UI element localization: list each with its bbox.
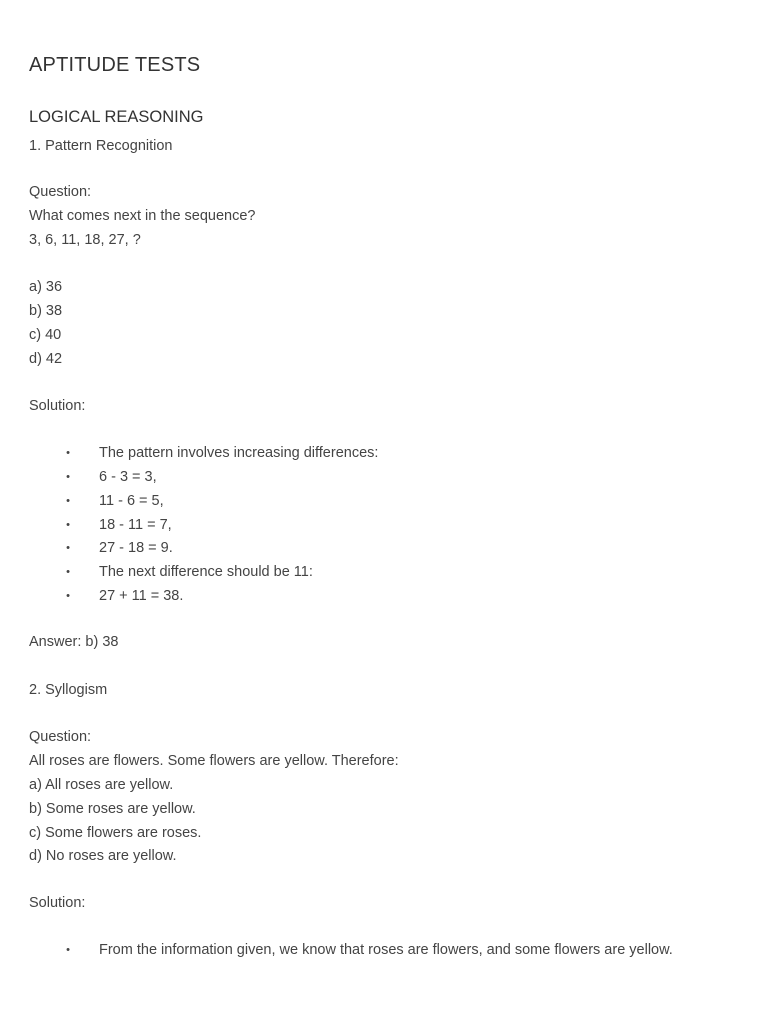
q2-option-d: d) No roses are yellow. (29, 848, 177, 864)
q2-heading: 2. Syllogism (29, 682, 108, 698)
q1-question-text: What comes next in the sequence? (29, 208, 256, 224)
bullet-dot: • (66, 495, 70, 507)
q1-solution-label: Solution: (29, 398, 86, 414)
q2-option-b: b) Some roses are yellow. (29, 801, 196, 817)
q1-answer: Answer: b) 38 (29, 634, 119, 650)
q1-option-d: d) 42 (29, 351, 63, 367)
section-heading: LOGICAL REASONING (29, 108, 204, 126)
q1-option-b: b) 38 (29, 303, 63, 319)
page-title: APTITUDE TESTS (29, 54, 201, 76)
q1-heading: 1. Pattern Recognition (29, 138, 173, 154)
bullet-dot: • (66, 566, 70, 578)
bullet-text: 27 - 18 = 9. (99, 540, 173, 556)
bullet-text: 18 - 11 = 7, (99, 517, 172, 533)
q1-sequence: 3, 6, 11, 18, 27, ? (29, 232, 141, 248)
bullet-dot: • (66, 447, 70, 459)
q2-question-label: Question: (29, 729, 92, 745)
bullet-text: 6 - 3 = 3, (99, 469, 157, 485)
bullet-dot: • (66, 471, 70, 483)
bullet-dot: • (66, 519, 70, 531)
q1-question-label: Question: (29, 184, 92, 200)
bullet-text: 11 - 6 = 5, (99, 493, 164, 509)
q2-option-c: c) Some flowers are roses. (29, 825, 202, 841)
q1-option-c: c) 40 (29, 327, 62, 343)
q2-question-text: All roses are flowers. Some flowers are yellow. Therefore: (29, 753, 399, 769)
bullet-text: From the information given, we know that roses are flowers, and some flowers are yellow. (99, 942, 673, 958)
bullet-dot: • (66, 542, 70, 554)
bullet-text: 27 + 11 = 38. (99, 588, 184, 604)
bullet-text: The next difference should be 11: (99, 564, 313, 580)
q2-solution-label: Solution: (29, 895, 86, 911)
q2-option-a: a) All roses are yellow. (29, 777, 174, 793)
bullet-dot: • (66, 944, 70, 956)
bullet-text: The pattern involves increasing differences: (99, 445, 379, 461)
bullet-dot: • (66, 590, 70, 602)
q1-option-a: a) 36 (29, 279, 63, 295)
